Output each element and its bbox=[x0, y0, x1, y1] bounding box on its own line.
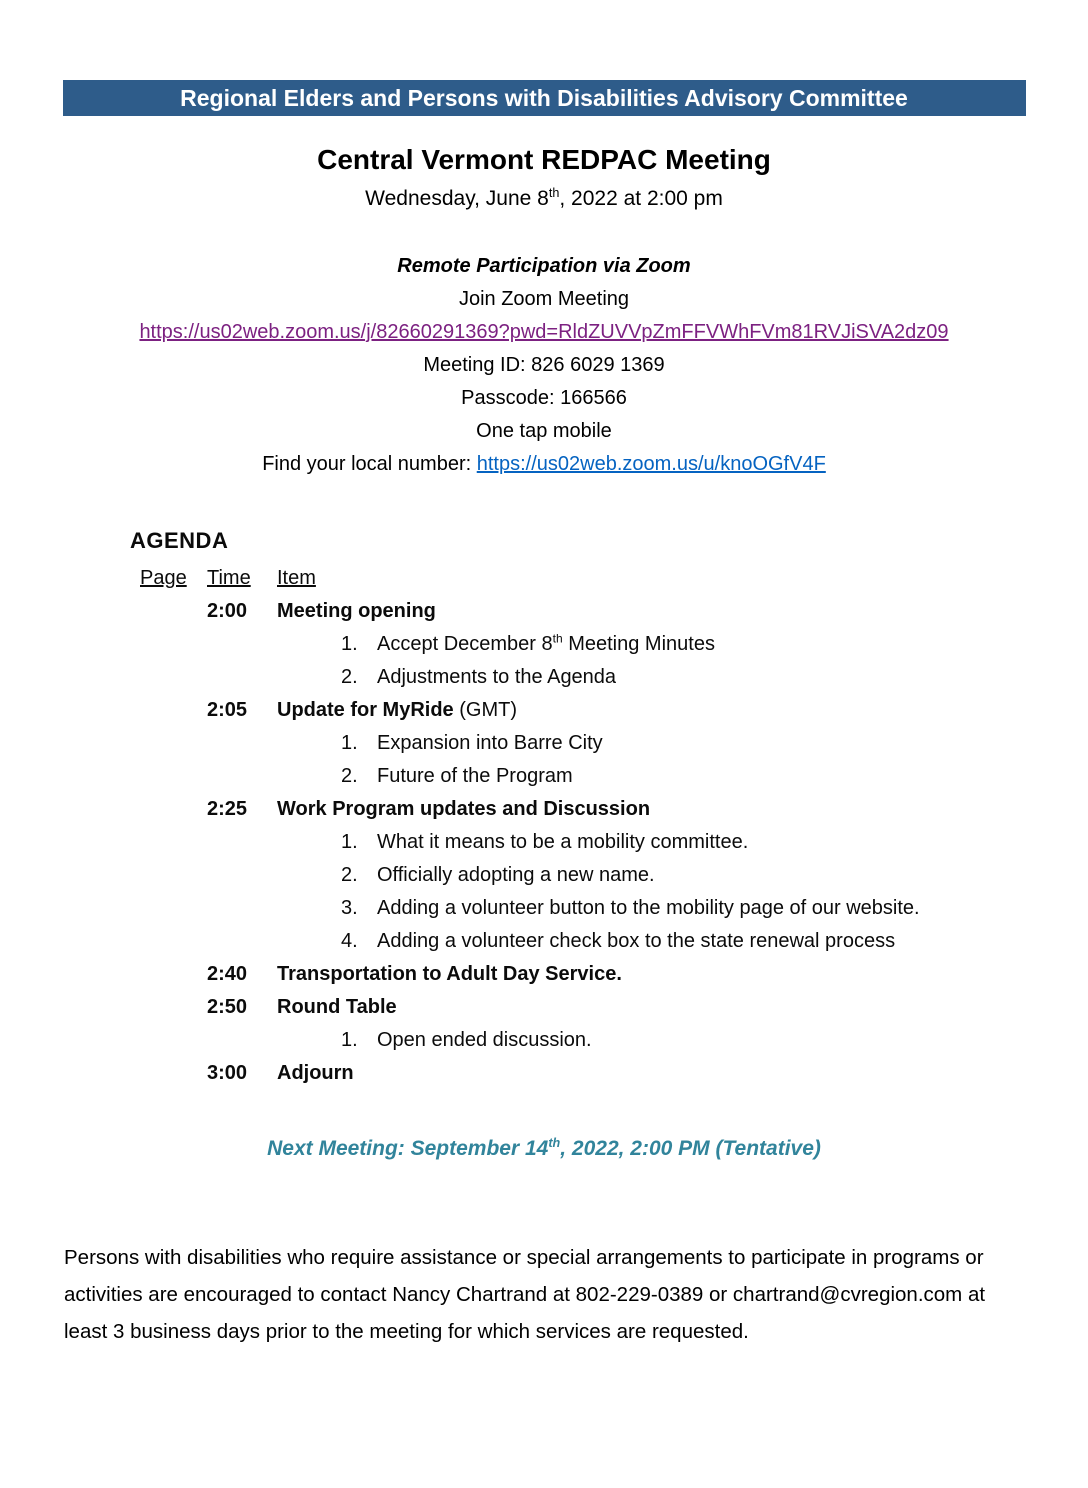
agenda-subitem-number: 3. bbox=[341, 897, 358, 919]
agenda-subitem-text: What it means to be a mobility committee. bbox=[377, 831, 749, 853]
agenda-item-cell: Update for MyRide (GMT) bbox=[277, 699, 517, 721]
agenda-heading: AGENDA bbox=[130, 528, 229, 553]
accessibility-notice-text: Persons with disabilities who require assistance or special arrangements to participate in programs or activities are encouraged to contact Nancy Chartrand at 802-229-0389 or chartrand@cvregion.com at least 3 business days prior to the meeting for which services are requested. bbox=[64, 1246, 986, 1343]
local-number-row bbox=[0, 448, 1088, 481]
next-meeting-ordinal: th bbox=[548, 1136, 561, 1150]
agenda-row bbox=[140, 595, 1088, 628]
remote-participation-section bbox=[0, 250, 1088, 481]
agenda-page-cell bbox=[140, 991, 207, 1024]
agenda-subitem bbox=[140, 826, 1088, 859]
agenda-page-cell bbox=[140, 958, 207, 991]
agenda-subitem-text: Adding a volunteer check box to the state renewal process bbox=[377, 930, 896, 952]
agenda-time-cell: 2:40 bbox=[207, 963, 248, 985]
agenda-item-cell: Transportation to Adult Day Service. bbox=[277, 963, 622, 985]
document-page bbox=[0, 80, 1088, 1488]
join-zoom-link-row bbox=[0, 316, 1088, 349]
agenda-subitem-number: 1. bbox=[341, 633, 358, 655]
committee-banner bbox=[63, 80, 1026, 116]
next-meeting-pre: Next Meeting: September 14 bbox=[267, 1137, 549, 1160]
agenda-subitem-text: Accept December 8th Meeting Minutes bbox=[377, 631, 715, 655]
agenda-subitem-number: 2. bbox=[341, 864, 358, 886]
column-header-page: Page bbox=[140, 567, 187, 589]
passcode: Passcode: 166566 bbox=[461, 387, 627, 409]
meeting-date-ordinal: th bbox=[548, 186, 560, 200]
join-zoom-label: Join Zoom Meeting bbox=[458, 288, 630, 310]
meeting-date-post: , 2022 at 2:00 pm bbox=[559, 187, 723, 210]
local-number-link[interactable]: https://us02web.zoom.us/u/knoOGfV4F bbox=[476, 453, 826, 475]
column-header-item: Item bbox=[277, 567, 316, 589]
remote-participation-heading: Remote Participation via Zoom bbox=[397, 255, 691, 277]
agenda-column-headers bbox=[140, 562, 1088, 595]
agenda-item-cell: Meeting opening bbox=[277, 600, 436, 622]
agenda-item-cell: Work Program updates and Discussion bbox=[277, 798, 651, 820]
agenda-subitem-text: Open ended discussion. bbox=[377, 1029, 592, 1051]
agenda-subitem-text: Adding a volunteer button to the mobility page of our website. bbox=[377, 897, 920, 919]
agenda-time-cell: 2:05 bbox=[207, 699, 248, 721]
agenda-row bbox=[140, 694, 1088, 727]
agenda-subitem-number: 2. bbox=[341, 765, 358, 787]
local-number-label: Find your local number: bbox=[262, 453, 477, 475]
agenda-subitem-text: Future of the Program bbox=[377, 765, 573, 787]
agenda-time-cell: 3:00 bbox=[207, 1062, 248, 1084]
agenda-subitem-number: 1. bbox=[341, 732, 358, 754]
agenda-item-cell: Adjourn bbox=[277, 1062, 354, 1084]
agenda-row bbox=[140, 991, 1088, 1024]
column-header-time: Time bbox=[207, 567, 251, 589]
accessibility-notice bbox=[64, 1239, 1026, 1350]
one-tap-mobile: One tap mobile bbox=[476, 420, 612, 442]
agenda-rows bbox=[140, 595, 1088, 1090]
agenda-row bbox=[140, 793, 1088, 826]
agenda-subitem bbox=[140, 760, 1088, 793]
meeting-id: Meeting ID: 826 6029 1369 bbox=[423, 354, 665, 376]
agenda-subitem bbox=[140, 859, 1088, 892]
agenda-page-cell bbox=[140, 793, 207, 826]
agenda-page-cell bbox=[140, 595, 207, 628]
committee-banner-text: Regional Elders and Persons with Disabilities Advisory Committee bbox=[180, 85, 908, 111]
agenda-page-cell bbox=[140, 1057, 207, 1090]
agenda-row bbox=[140, 958, 1088, 991]
page-title-text: Central Vermont REDPAC Meeting bbox=[317, 144, 771, 175]
agenda-subitem-number: 4. bbox=[341, 930, 358, 952]
meeting-date bbox=[0, 185, 1088, 213]
zoom-meeting-link[interactable]: https://us02web.zoom.us/j/82660291369?pwd=RldZUVVpZmFFVWhFVm81RVJiSVA2dz09 bbox=[139, 321, 949, 343]
agenda-subitem bbox=[140, 661, 1088, 694]
agenda-subitem-number: 1. bbox=[341, 1029, 358, 1051]
next-meeting-note bbox=[0, 1135, 1088, 1163]
agenda-subitem-number: 2. bbox=[341, 666, 358, 688]
agenda-subitem bbox=[140, 925, 1088, 958]
agenda-time-cell: 2:50 bbox=[207, 996, 248, 1018]
agenda-row bbox=[140, 1057, 1088, 1090]
agenda-subitem-text: Officially adopting a new name. bbox=[377, 864, 655, 886]
agenda-subitem bbox=[140, 727, 1088, 760]
agenda-subitem bbox=[140, 892, 1088, 925]
agenda-item-cell: Round Table bbox=[277, 996, 397, 1018]
page-title bbox=[0, 143, 1088, 177]
agenda-subitem-text: Adjustments to the Agenda bbox=[377, 666, 617, 688]
agenda-time-cell: 2:00 bbox=[207, 600, 248, 622]
next-meeting-post: , 2022, 2:00 PM (Tentative) bbox=[560, 1137, 821, 1160]
agenda-subitem-number: 1. bbox=[341, 831, 358, 853]
agenda-time-cell: 2:25 bbox=[207, 798, 248, 820]
agenda-table bbox=[140, 562, 1088, 1090]
agenda-subitem bbox=[140, 628, 1088, 661]
meeting-date-pre: Wednesday, June 8 bbox=[365, 187, 549, 210]
agenda-subitem bbox=[140, 1024, 1088, 1057]
agenda-page-cell bbox=[140, 694, 207, 727]
agenda-subitem-text: Expansion into Barre City bbox=[377, 732, 603, 754]
